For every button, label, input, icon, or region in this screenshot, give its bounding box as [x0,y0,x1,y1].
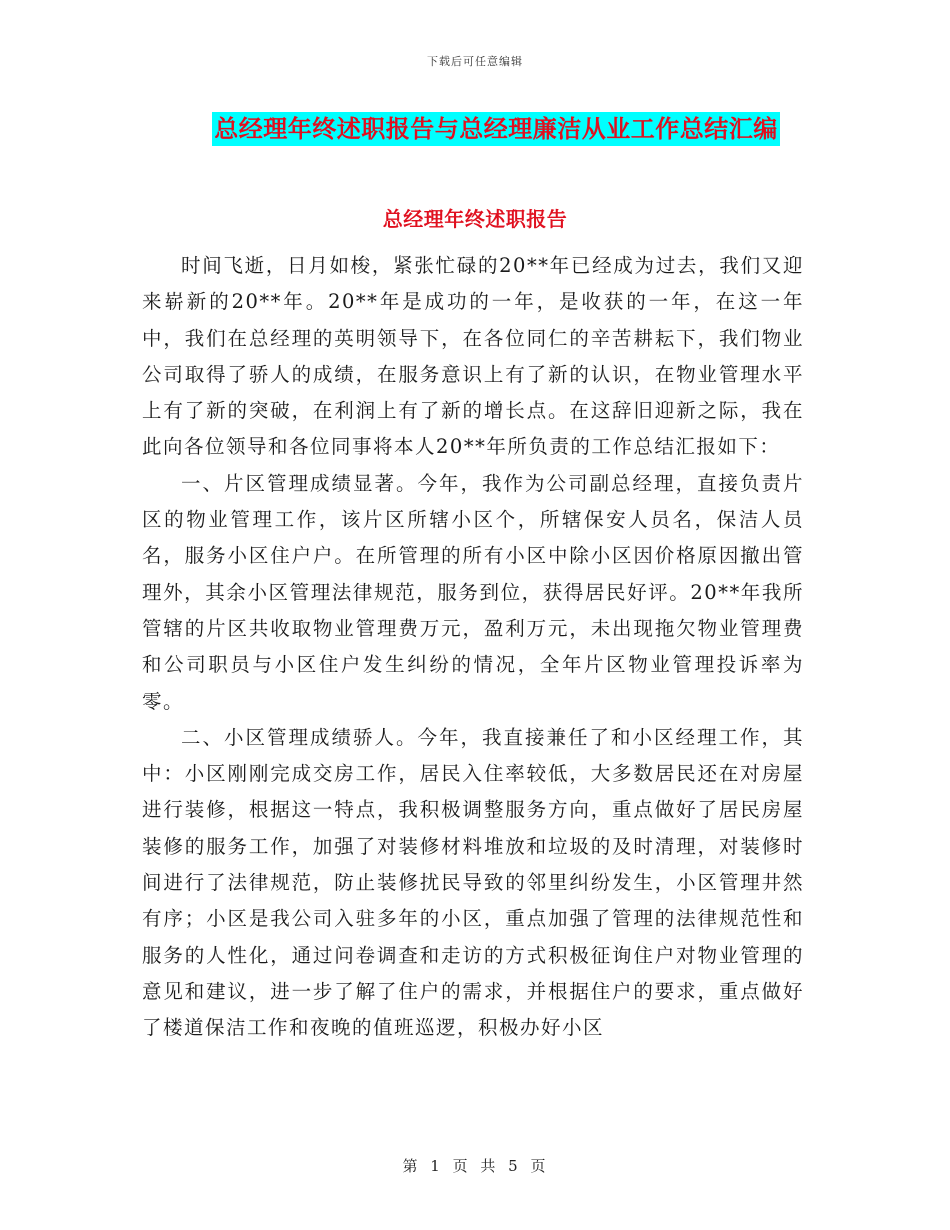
sub-title: 总经理年终述职报告 [382,207,568,231]
paragraph-section-1: 一、片区管理成绩显著。今年，我作为公司副总经理，直接负责片区的物业管理工作，该片区所辖小区个，所辖保安人员名，保洁人员名，服务小区住户户。在所管理的所有小区中除小区因价格原因撤出管理外，其余小区管理法律规范，服务到位，获得居民好评。20**年我所管辖的片区共收取物业管理费万元，盈利万元，未出现拖欠物业管理费和公司职员与小区住户发生纠纷的情况，全年片区物业管理投诉率为零。 [142,471,804,713]
paragraph-section-2: 二、小区管理成绩骄人。今年，我直接兼任了和小区经理工作，其中：小区刚刚完成交房工作，居民入住率较低，大多数居民还在对房屋进行装修，根据这一特点，我积极调整服务方向，重点做好了居民房屋装修的服务工作，加强了对装修材料堆放和垃圾的及时清理，对装修时间进行了法律规范，防止装修扰民导致的邻里纠纷发生，小区管理井然有序；小区是我公司入驻多年的小区，重点加强了管理的法律规范性和服务的人性化，通过问卷调查和走访的方式积极征询住户对物业管理的意见和建议，进一步了解了住户的需求，并根据住户的要求，重点做好了楼道保洁工作和夜晚的值班巡逻，积极办好小区 [142,725,804,1040]
paragraph-intro: 时间飞逝，日月如梭，紧张忙碌的20**年已经成为过去，我们又迎来崭新的20**年。20**年是成功的一年，是收获的一年，在这一年中，我们在总经理的英明领导下，在各位同仁的辛苦耕耘下，我们物业公司取得了骄人的成绩，在服务意识上有了新的认识，在物业管理水平上有了新的突破，在利润上有了新的增长点。在这辞旧迎新之际，我在此向各位领导和各位同事将本人20**年所负责的工作总结汇报如下： [142,254,804,459]
header-note: 下载后可任意编辑 [427,55,523,68]
main-title-container [0,112,950,146]
page-footer: 第 1 页 共 5 页 [402,1157,548,1175]
body-text [142,248,804,1047]
main-title: 总经理年终述职报告与总经理廉洁从业工作总结汇编 [212,112,780,146]
